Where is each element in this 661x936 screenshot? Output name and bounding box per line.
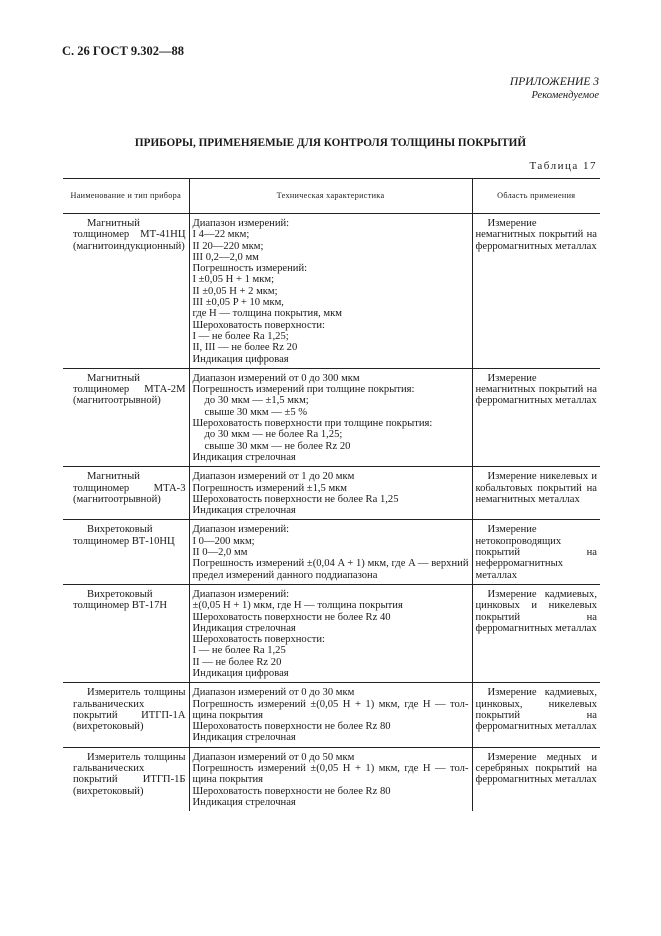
column-header-area: Область применения xyxy=(472,179,600,214)
spec-line: I 4—22 мкм; xyxy=(192,229,250,241)
spec-line: I — не более Ra 1,25 xyxy=(192,645,286,657)
column-header-spec: Техническая характеристика xyxy=(189,179,472,214)
technical-spec xyxy=(189,747,472,811)
application-area: Измерение немагнитных покрытий на ферромагнитных металлах xyxy=(472,214,600,369)
spec-line: щина покрытия xyxy=(192,774,264,786)
spec-line: I — не более Ra 1,25; xyxy=(192,330,289,342)
spec-line: Погрешность измерений ±1,5 мкм xyxy=(192,482,348,494)
spec-line: Индикация стрелочная xyxy=(192,732,296,744)
spec-line: Погрешность измерений при толщине покрытия: xyxy=(192,384,415,396)
spec-line: Диапазон измерений от 0 до 30 мкм xyxy=(192,687,355,699)
spec-line: предел измерений данного поддиапазона xyxy=(192,569,378,581)
spec-line: II — не более Rz 20 xyxy=(192,656,282,668)
application-area: Измерение медных и серебряных покрытий на ферромагнитных металлах xyxy=(472,747,600,811)
spec-line: Шероховатость поверхности: xyxy=(192,319,325,331)
appendix-note: Рекомендуемое xyxy=(531,90,599,101)
technical-spec xyxy=(189,467,472,520)
spec-line: Диапазон измерений от 1 до 20 мкм xyxy=(192,471,355,483)
spec-line: Индикация цифровая xyxy=(192,667,289,679)
table-row xyxy=(63,520,600,584)
page-header: С. 26 ГОСТ 9.302—88 xyxy=(62,44,185,58)
spec-line: III ±0,05 P + 10 мкм, xyxy=(192,297,284,309)
table-row xyxy=(63,368,600,466)
spec-line: II 0—2,0 мм xyxy=(192,547,248,559)
spec-line: ±(0,05 H + 1) мкм, где H — толщина покрытия xyxy=(192,600,403,612)
instrument-name: Магнитный толщиномер МТА-2М (магнитоотрывной) xyxy=(63,368,189,466)
spec-line: Индикация стрелочная xyxy=(192,796,296,808)
table-row xyxy=(63,584,600,682)
technical-spec xyxy=(189,368,472,466)
spec-line: до 30 мкм — не более Ra 1,25; xyxy=(204,429,343,441)
spec-line: Погрешность измерений ±(0,05 H + 1) мкм, где H — тол- xyxy=(192,698,469,710)
technical-spec xyxy=(189,584,472,682)
table-row xyxy=(63,467,600,520)
spec-line: II 20—220 мкм; xyxy=(192,240,264,252)
spec-line: Индикация стрелочная xyxy=(192,622,296,634)
spec-line: Индикация цифровая xyxy=(192,353,289,365)
spec-line: свыше 30 мкм — не более Rz 20 xyxy=(204,440,351,452)
instrument-name: Магнитный толщиномер МТА-3 (магнитоотрывной) xyxy=(63,467,189,520)
spec-line: Шероховатость поверхности: xyxy=(192,634,325,646)
spec-line: Диапазон измерений: xyxy=(192,218,290,229)
technical-spec xyxy=(189,520,472,584)
table-body xyxy=(63,214,600,812)
spec-line: до 30 мкм — ±1,5 мкм; xyxy=(204,395,309,407)
technical-spec xyxy=(189,683,472,747)
table-header-row xyxy=(63,179,600,214)
instrument-name: Вихретоковый толщиномер ВТ-10НЦ xyxy=(63,520,189,584)
application-area: Измерение никелевых и кобальтовых покрытий на немагнитных металлах xyxy=(472,467,600,520)
application-area: Измерение немагнитных покрытий на ферромагнитных металлах xyxy=(472,368,600,466)
spec-line: Погрешность измерений: xyxy=(192,263,308,275)
technical-spec xyxy=(189,214,472,369)
spec-line: I 0—200 мкм; xyxy=(192,535,255,547)
spec-line: где H — толщина покрытия, мкм xyxy=(192,308,342,320)
appendix-label xyxy=(510,76,599,102)
instrument-name: Измеритель толщины гальванических покрытий ИТГП-1Б (вихретоковый) xyxy=(63,747,189,811)
document-title: ПРИБОРЫ, ПРИМЕНЯЕМЫЕ ДЛЯ КОНТРОЛЯ ТОЛЩИНЫ ПОКРЫТИЙ xyxy=(134,137,527,149)
instrument-name: Вихретоковый толщиномер ВТ-17Н xyxy=(63,584,189,682)
spec-line: Диапазон измерений: xyxy=(192,524,290,536)
spec-line: Шероховатость поверхности не более Rz 80 xyxy=(192,721,391,733)
appendix-title: ПРИЛОЖЕНИЕ 3 xyxy=(509,76,599,88)
spec-line: щина покрытия xyxy=(192,709,264,721)
spec-line: Индикация стрелочная xyxy=(192,505,296,517)
spec-line: Шероховатость поверхности не более Rz 80 xyxy=(192,785,391,797)
table-row xyxy=(63,683,600,747)
instrument-name: Магнитный толщиномер МТ-41НЦ (магнитоиндукционный) xyxy=(73,218,186,252)
spec-line: II ±0,05 H + 2 мкм; xyxy=(192,285,278,297)
instrument-name: Измеритель толщины гальванических покрытий ИТГП-1А (вихретоковый) xyxy=(63,683,189,747)
spec-line: Погрешность измерений ±(0,04 A + 1) мкм, где A — верхний xyxy=(192,558,469,570)
application-area: Измерение кадмиевых, цинковых, никелевых покрытий на ферромагнитных металлах xyxy=(472,683,600,747)
application-area: Измерение кадмиевых, цинковых и никелевых покрытий на ферромагнитных металлах xyxy=(472,584,600,682)
spec-line: Диапазон измерений от 0 до 50 мкм xyxy=(192,751,355,763)
table-row xyxy=(63,747,600,811)
spec-line: Шероховатость поверхности не более Ra 1,25 xyxy=(192,493,399,505)
spec-line: Погрешность измерений ±(0,05 H + 1) мкм, где H — тол- xyxy=(192,763,469,775)
spec-line: Диапазон измерений от 0 до 300 мкм xyxy=(192,372,360,384)
spec-line: Шероховатость поверхности не более Rz 40 xyxy=(192,611,391,623)
spec-line: III 0,2—2,0 мм xyxy=(192,251,259,263)
table-row xyxy=(63,214,600,369)
spec-line: свыше 30 мкм — ±5 % xyxy=(204,406,308,418)
application-area: Измерение нетокопроводящих покрытий на неферромагнитных металлах xyxy=(472,520,600,584)
table-label: Таблица 17 xyxy=(529,160,597,172)
spec-line: Диапазон измерений: xyxy=(192,588,290,600)
spec-line: I ±0,05 H + 1 мкм; xyxy=(192,274,275,286)
column-header-name: Наименование и тип прибора xyxy=(63,179,189,214)
spec-line: Индикация стрелочная xyxy=(192,451,296,463)
spec-line: Шероховатость поверхности при толщине покрытия: xyxy=(192,418,433,430)
spec-line: II, III — не более Rz 20 xyxy=(192,342,298,354)
instruments-table xyxy=(63,178,600,811)
